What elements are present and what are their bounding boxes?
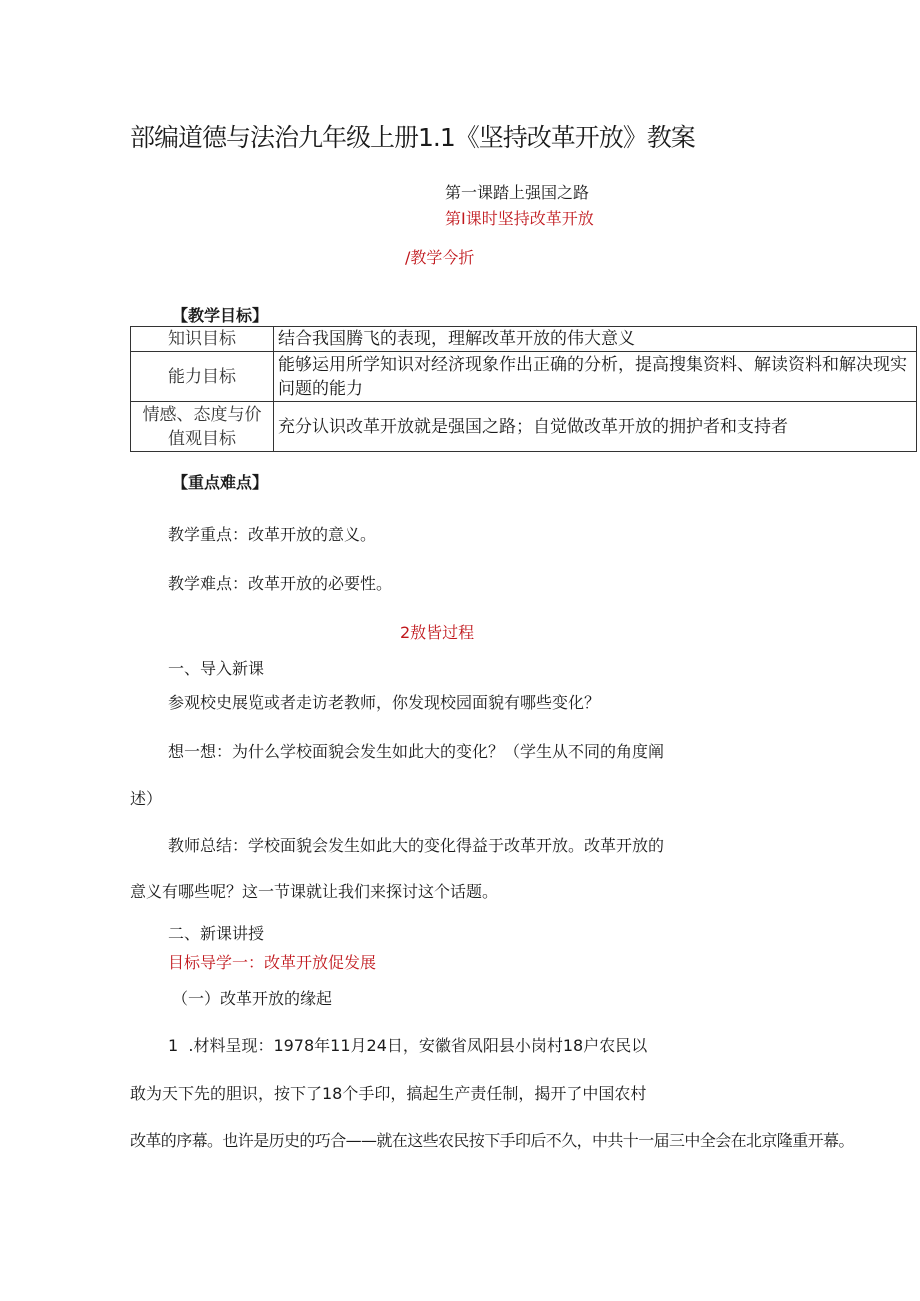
table-row [131,352,917,402]
unit-title: 第一课踏上强国之路 [445,183,590,202]
part1-heading: 一、导入新课 [168,659,265,678]
goals-heading: 【教学目标】 [172,306,269,325]
sub-heading: （一）改革开放的缘起 [172,989,333,1008]
difficult-point: 教学难点：改革开放的必要性。 [168,574,393,593]
goal-content: 能够运用所学知识对经济现象作出正确的分析，提高搜集资料、解读资料和解决现实问题的能力 [274,352,917,402]
table-row [131,327,917,352]
goal-content: 结合我国腾飞的表现，理解改革开放的伟大意义 [274,327,917,352]
goal-label: 能力目标 [131,352,274,402]
paragraph: 敢为天下先的胆识，按下了18个手印，搞起生产责任制，揭开了中国农村 [130,1084,647,1103]
paragraph: 想一想：为什么学校面貌会发生如此大的变化？（学生从不同的角度阐 [168,742,665,761]
section-process-heading: 2敖皆过程 [400,623,475,642]
keypoints-heading: 【重点难点】 [172,473,269,492]
table-row [131,402,917,452]
document-title: 部编道德与法治九年级上册1.1《坚持改革开放》教案 [130,123,695,152]
key-point: 教学重点：改革开放的意义。 [168,525,377,544]
goal-label: 情感、态度与价值观目标 [131,402,274,452]
paragraph: 参观校史展览或者走访老教师，你发现校园面貌有哪些变化？ [168,693,601,712]
paragraph: 述） [130,789,163,808]
goal-label: 知识目标 [131,327,274,352]
teaching-goals-table [130,326,917,452]
part2-heading: 二、新课讲授 [168,924,265,943]
section-analysis-heading: /教学今折 [405,248,475,267]
paragraph: 教师总结：学校面貌会发生如此大的变化得益于改革开放。改革开放的 [168,836,665,855]
target-heading: 目标导学一：改革开放促发展 [168,953,377,972]
goal-content: 充分认识改革开放就是强国之路；自觉做改革开放的拥护者和支持者 [274,402,917,452]
paragraph: 意义有哪些呢？这一节课就让我们来探讨这个话题。 [130,882,499,901]
paragraph: 1 .材料呈现：1978年11月24日，安徽省凤阳县小岗村18户农民以 [168,1036,648,1055]
paragraph: 改革的序幕。也许是历史的巧合——就在这些农民按下手印后不久，中共十一届三中全会在北京隆重开幕。 [130,1131,854,1150]
lesson-title: 第I课时坚持改革开放 [445,209,594,228]
